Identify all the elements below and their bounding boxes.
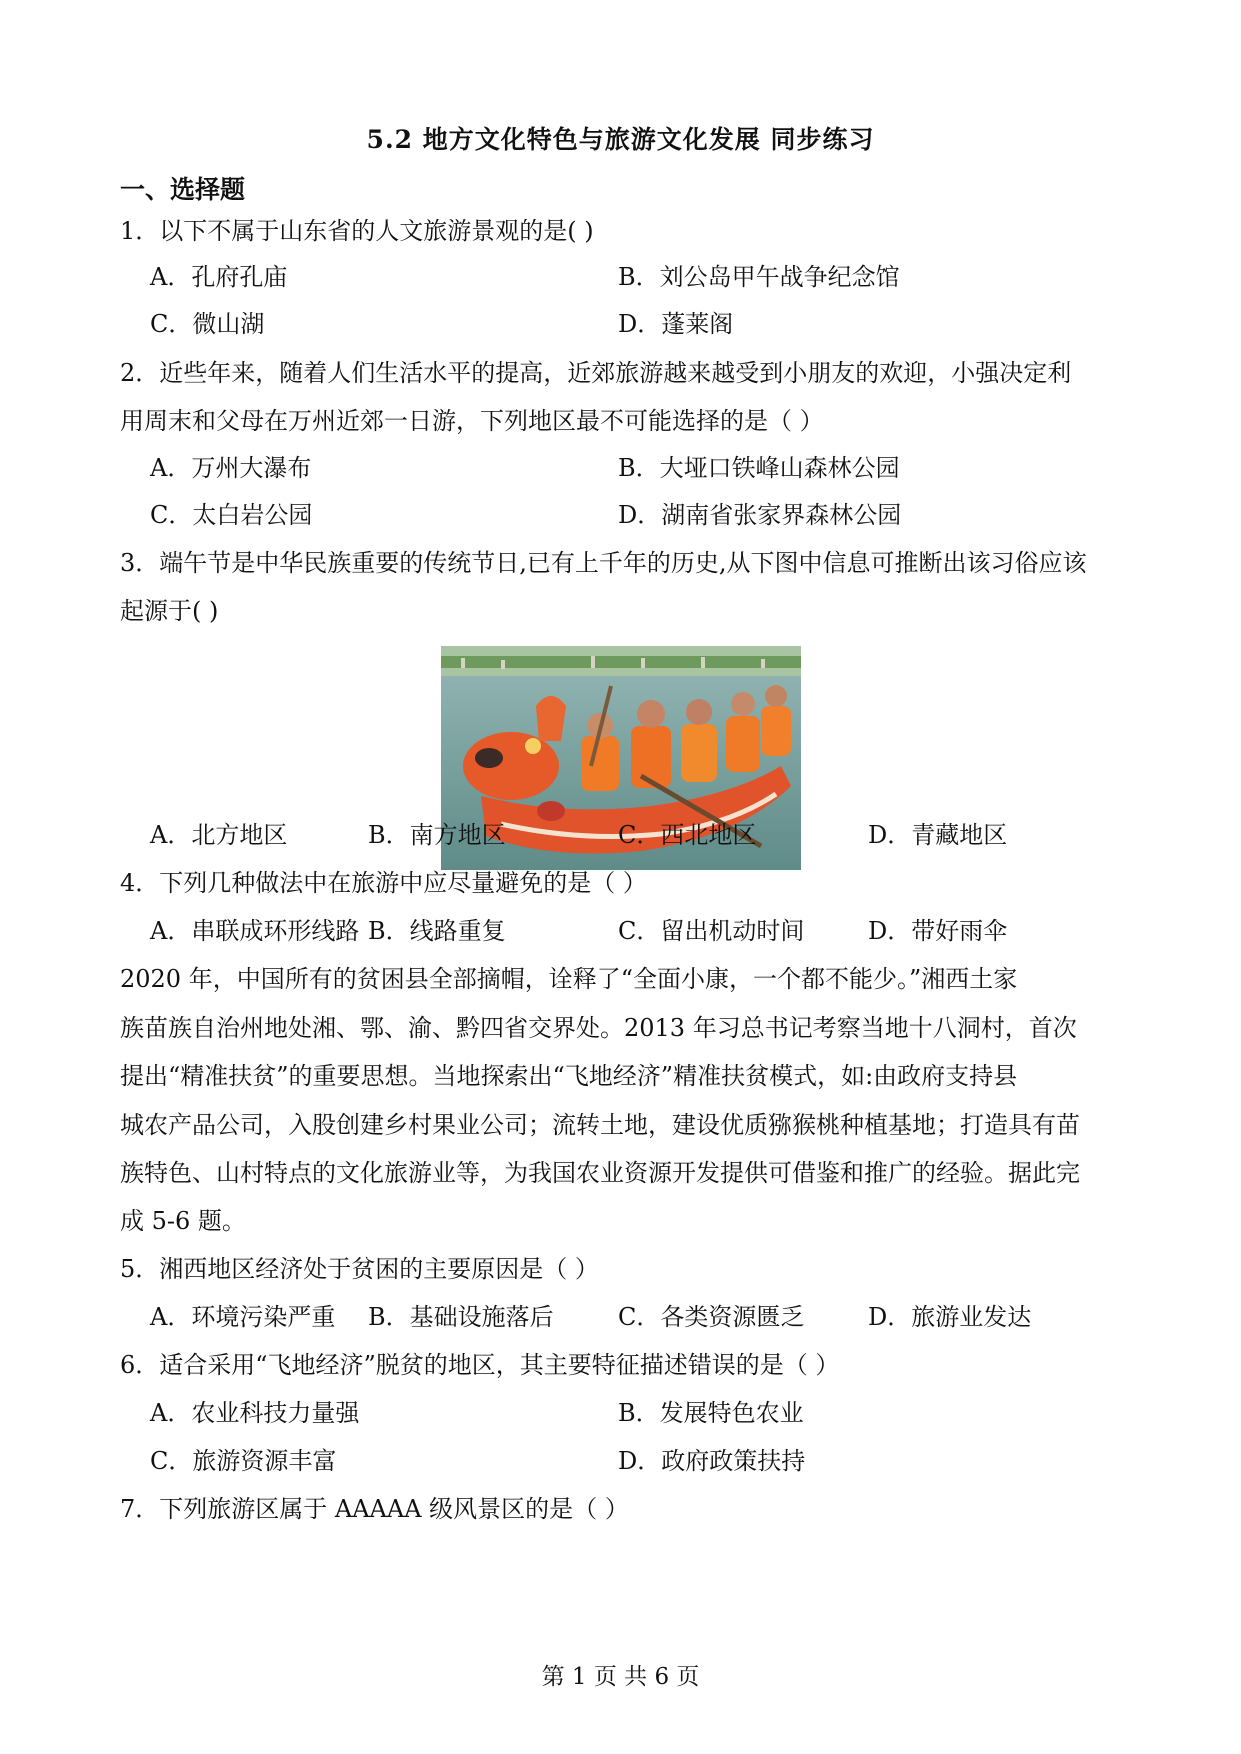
- passage-line-5: 族特色、山村特点的文化旅游业等，为我国农业资源开发提供可借鉴和推广的经验。据此完: [120, 1159, 1080, 1187]
- passage-line-6: 成 5-6 题。: [120, 1207, 246, 1235]
- q6-option-c: C．旅游资源丰富: [150, 1447, 337, 1475]
- q1-option-c: C．微山湖: [150, 310, 265, 338]
- page-footer: 第 1 页 共 6 页: [541, 1664, 700, 1690]
- question-3-stem-line1: 3．端午节是中华民族重要的传统节日,已有上千年的历史,从下图中信息可推断出该习俗应该: [120, 549, 1087, 577]
- q2-option-b: B．大垭口铁峰山森林公园: [618, 454, 900, 482]
- q4-option-b: B．线路重复: [368, 917, 506, 945]
- q6-option-a: A．农业科技力量强: [150, 1399, 360, 1427]
- section-heading: 一、选择题: [120, 175, 246, 204]
- page-title: 5.2 地方文化特色与旅游文化发展 同步练习: [366, 125, 875, 154]
- q3-option-b: B．南方地区: [368, 821, 506, 849]
- q3-option-d: D．青藏地区: [868, 821, 1008, 849]
- question-2-stem-line1: 2．近些年来，随着人们生活水平的提高，近郊旅游越来越受到小朋友的欢迎，小强决定利: [120, 359, 1072, 387]
- question-6-stem: 6．适合采用“飞地经济”脱贫的地区，其主要特征描述错误的是（ ）: [120, 1351, 840, 1379]
- q6-option-d: D．政府政策扶持: [618, 1447, 806, 1475]
- question-2-stem-line2: 用周末和父母在万州近郊一日游，下列地区最不可能选择的是（ ）: [120, 407, 824, 435]
- question-4-stem: 4．下列几种做法中在旅游中应尽量避免的是（ ）: [120, 869, 647, 897]
- q6-option-b: B．发展特色农业: [618, 1399, 804, 1427]
- q3-option-a: A．北方地区: [150, 821, 288, 849]
- q2-option-d: D．湖南省张家界森林公园: [618, 501, 902, 529]
- q4-option-c: C．留出机动时间: [618, 917, 805, 945]
- q1-option-d: D．蓬莱阁: [618, 310, 734, 338]
- question-7-stem: 7．下列旅游区属于 AAAAA 级风景区的是（ ）: [120, 1495, 629, 1523]
- q1-option-b: B．刘公岛甲午战争纪念馆: [618, 263, 900, 291]
- q5-option-c: C．各类资源匮乏: [618, 1303, 805, 1331]
- question-1-stem: 1．以下不属于山东省的人文旅游景观的是( ): [120, 217, 594, 245]
- q3-option-c: C．西北地区: [618, 821, 757, 849]
- passage-line-1: 2020 年，中国所有的贫困县全部摘帽，诠释了“全面小康，一个都不能少。”湘西土家: [120, 965, 1018, 993]
- q4-option-a: A．串联成环形线路: [150, 917, 360, 945]
- q4-option-d: D．带好雨伞: [868, 917, 1008, 945]
- question-3-stem-line2: 起源于( ): [120, 597, 219, 625]
- q1-option-a: A．孔府孔庙: [150, 263, 288, 291]
- passage-line-3: 提出“精准扶贫”的重要思想。当地探索出“飞地经济”精准扶贫模式，如:由政府支持县: [120, 1062, 1018, 1090]
- q2-option-c: C．太白岩公园: [150, 501, 313, 529]
- q5-option-b: B．基础设施落后: [368, 1303, 554, 1331]
- q5-option-a: A．环境污染严重: [150, 1303, 336, 1331]
- passage-line-2: 族苗族自治州地处湘、鄂、渝、黔四省交界处。2013 年习总书记考察当地十八洞村，首次: [120, 1014, 1077, 1042]
- q5-option-d: D．旅游业发达: [868, 1303, 1032, 1331]
- question-5-stem: 5．湘西地区经济处于贫困的主要原因是（ ）: [120, 1255, 599, 1283]
- passage-line-4: 城农产品公司，入股创建乡村果业公司；流转土地，建设优质猕猴桃种植基地；打造具有苗: [120, 1111, 1080, 1139]
- q2-option-a: A．万州大瀑布: [150, 454, 312, 482]
